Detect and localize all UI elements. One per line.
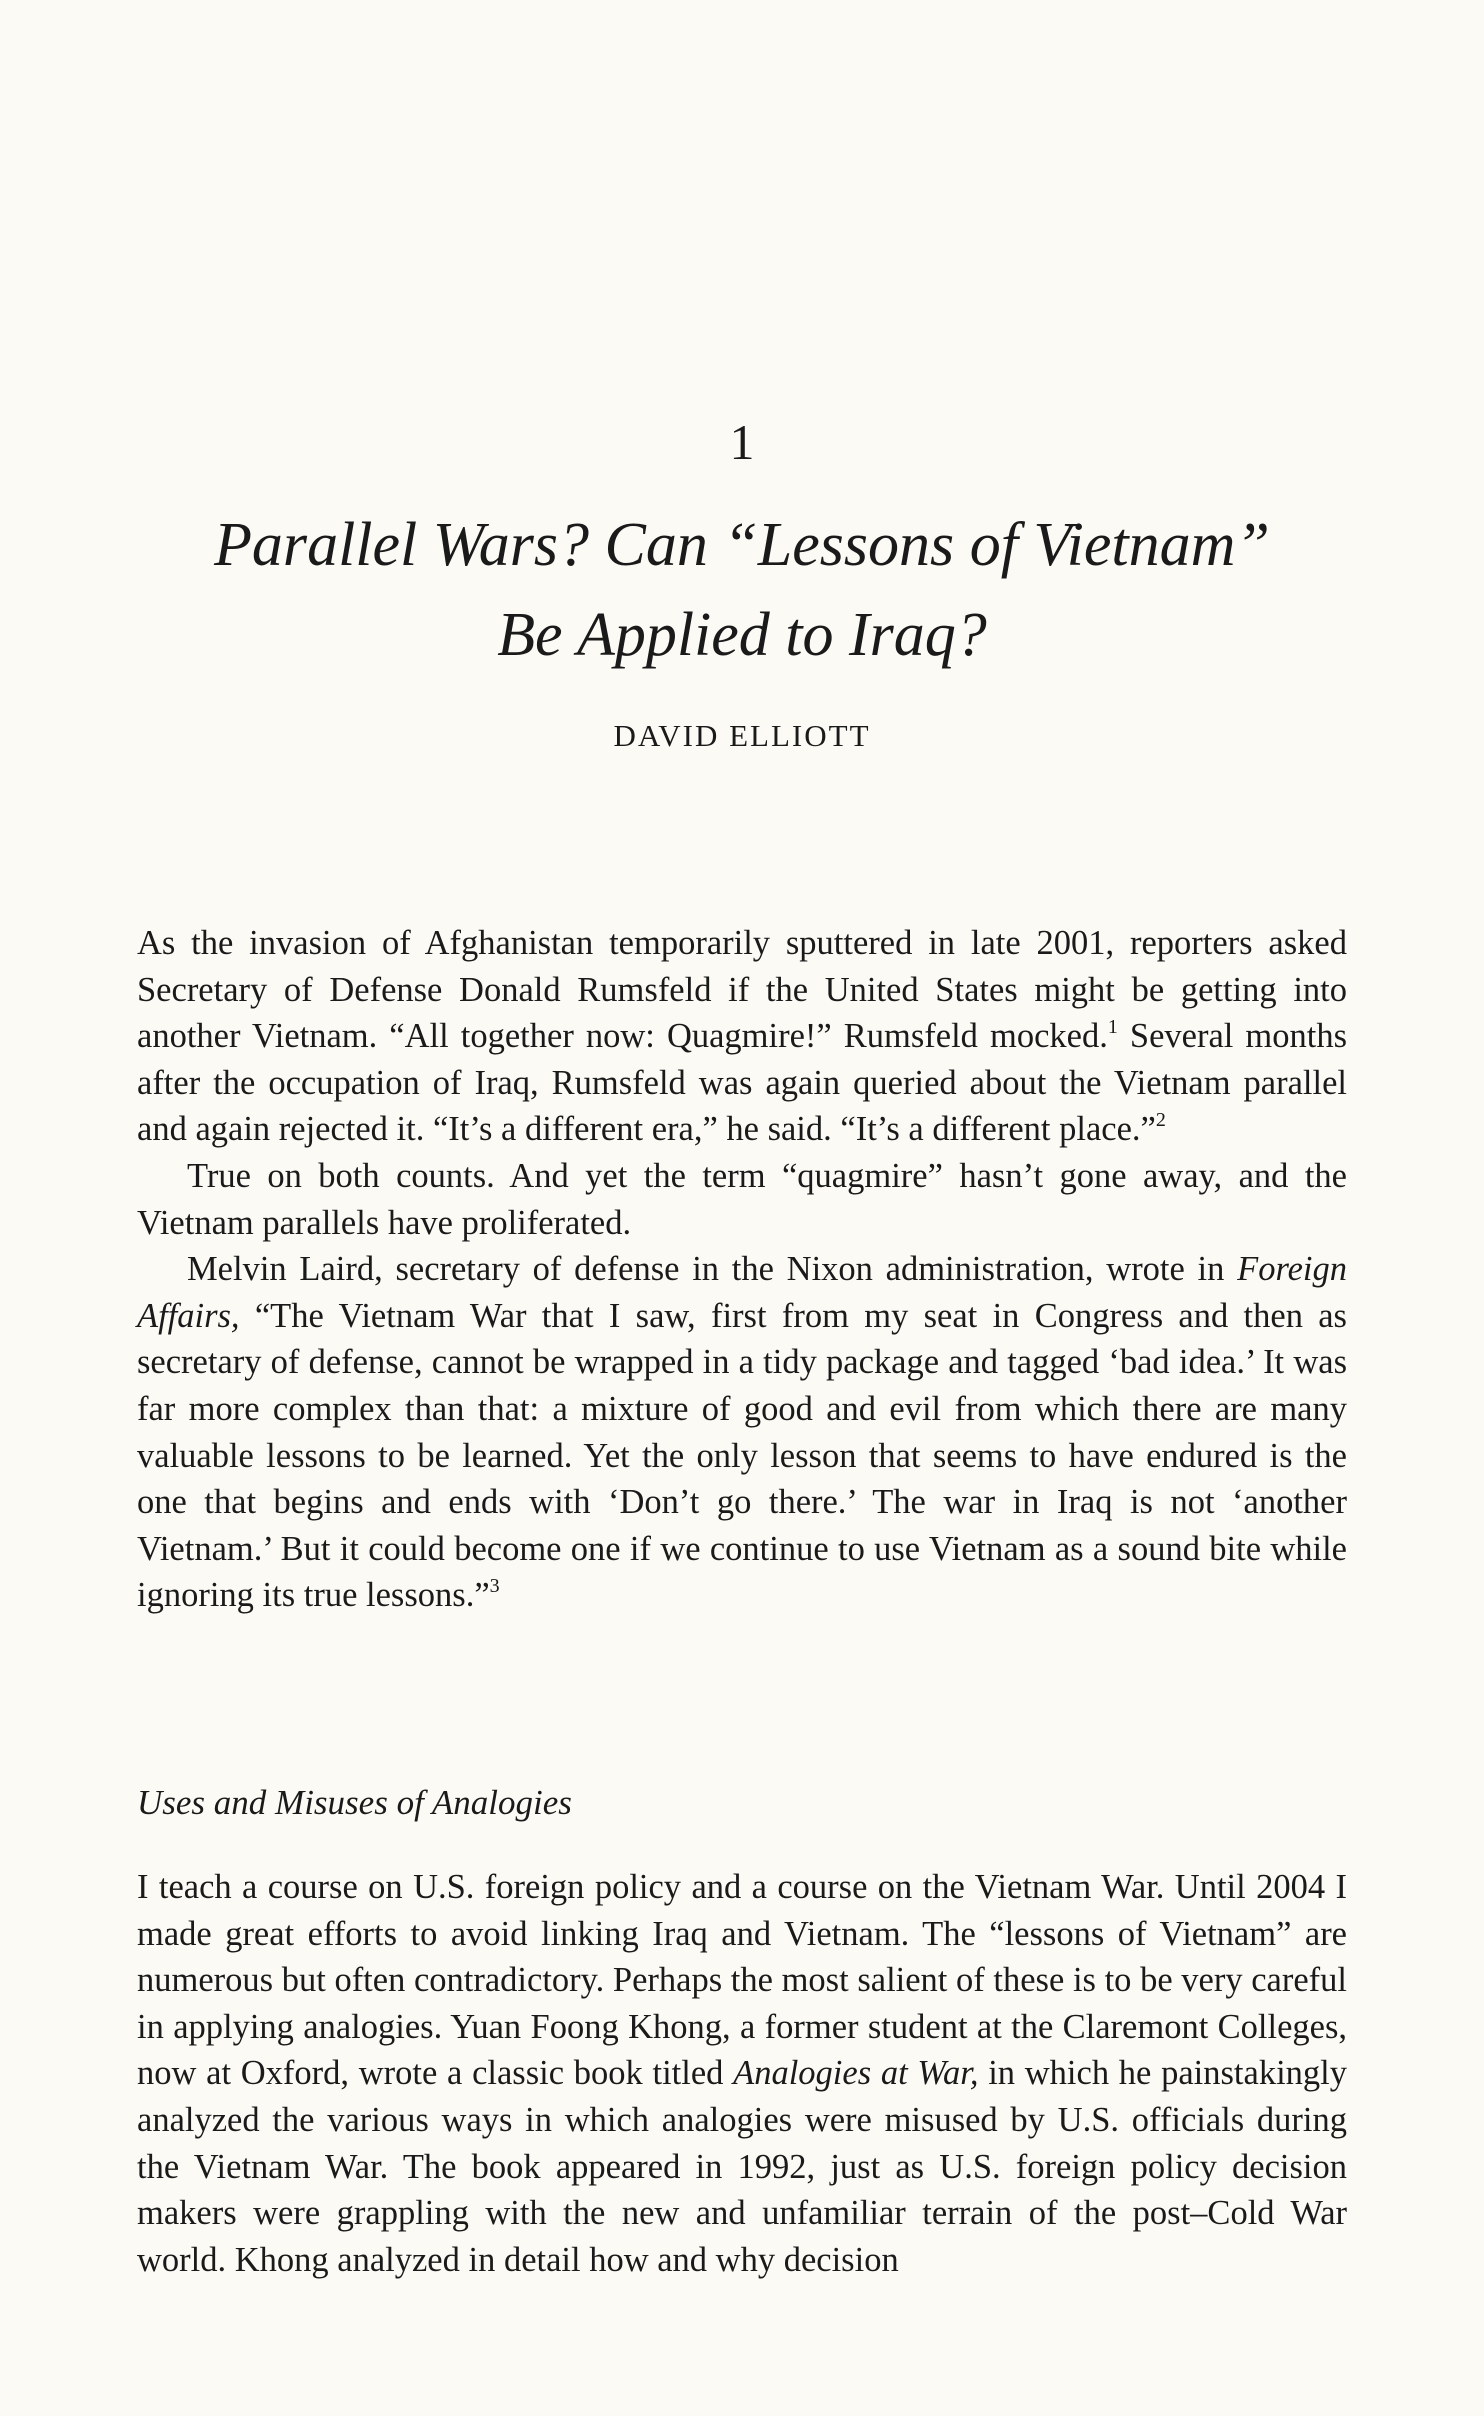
paragraph-3-text-b: “The Vietnam War that I saw, first from my seat in Congress and then as secretary of defense, cannot be wrapped in a tidy package and tagged ‘bad idea.’ It was far more complex than that: a mixture of good and evil from which there are many valuable lessons to be learned. Yet the only lesson that seems to have endured is the one that begins and ends with ‘Don’t go there.’ The war in Iraq is not ‘another Vietnam.’ But it could become one if we continue to use Vietnam as a sound bite while ignoring its true lessons.” xyxy=(137,1296,1347,1615)
paragraph-4-text-a: I teach a course on U.S. foreign policy and a course on the Vietnam War. Until 2004 I made great efforts to avoid linking Iraq and Vietnam. The “lessons of Vietnam” are numerous but often contradictory. Perhaps the most salient of these is to be very careful in applying analogies. Yuan Foong Khong, a former student at the Claremont Colleges, now at Oxford, wrote a classic book titled xyxy=(137,1868,1347,2093)
footnote-marker-2: 2 xyxy=(1155,1109,1166,1132)
footnote-marker-1: 1 xyxy=(1107,1016,1118,1039)
paragraph-2: True on both counts. And yet the term “quagmire” hasn’t gone away, and the Vietnam parallels have proliferated. xyxy=(137,1156,1347,1242)
body-text-opening xyxy=(137,920,1347,1619)
paragraph-1 xyxy=(137,920,1347,1153)
footnote-marker-3: 3 xyxy=(489,1575,500,1598)
chapter-title-line-2: Be Applied to Iraq? xyxy=(497,601,987,669)
paragraph-3 xyxy=(137,1246,1347,1619)
paragraph-3-text-a: Melvin Laird, secretary of defense in the Nixon administration, wrote in xyxy=(187,1250,1238,1289)
paragraph-1-text-b: Several months after the occupation of Iraq, Rumsfeld was again queried about the Vietnam parallel and again rejected it. “It’s a different era,” he said. “It’s a different place.” xyxy=(137,1017,1348,1149)
paragraph-1-text-a: As the invasion of Afghanistan temporarily sputtered in late 2001, reporters asked Secretary of Defense Donald Rumsfeld if the United States might be getting into another Vietnam. “All together now: Quagmire!” Rumsfeld mocked. xyxy=(137,924,1347,1056)
author-name: DAVID ELLIOTT xyxy=(613,718,871,753)
paragraph-4-text-b: in which he painstakingly analyzed the various ways in which analogies were misused by U.S. officials during the Vietnam War. The book appeared in 1992, just as U.S. foreign policy decision makers were grappling with the new and unfamiliar terrain of the post–Cold War world. Khong analyzed in detail how and why decision xyxy=(137,2054,1347,2279)
chapter-number: 1 xyxy=(729,414,755,470)
body-text-section xyxy=(137,1864,1347,2283)
chapter-title xyxy=(90,500,1394,680)
book-title: Analogies at War, xyxy=(733,2054,979,2093)
chapter-title-line-1: Parallel Wars? Can “Lessons of Vietnam” xyxy=(214,511,1270,579)
paragraph-4 xyxy=(137,1864,1347,2283)
journal-title: Foreign Affairs, xyxy=(137,1250,1347,1335)
section-heading: Uses and Misuses of Analogies xyxy=(137,1783,572,1822)
